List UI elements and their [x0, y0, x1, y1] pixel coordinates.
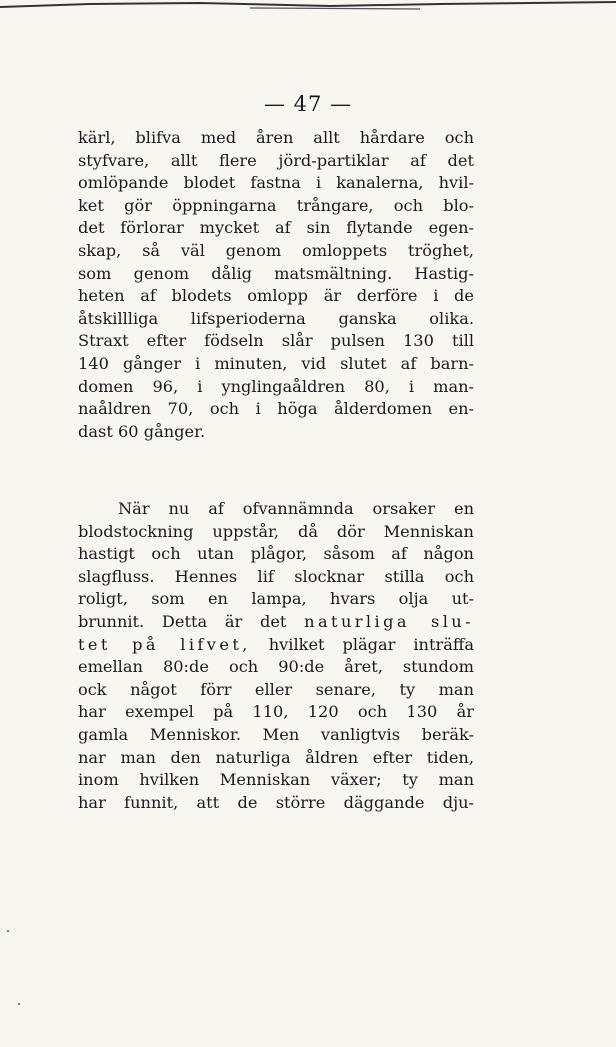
text-line: När nu af ofvannämnda orsaker en [118, 499, 474, 518]
text-line: åtskillliga lifsperioderna ganska olika. [78, 308, 474, 328]
paragraph-1 [78, 127, 474, 443]
text-line: dast 60 gånger. [78, 421, 206, 441]
spaced-emphasis-text: naturliga slu- [304, 611, 474, 631]
text-segment: hvilket plägar inträffa [268, 634, 475, 654]
text-line: naåldren 70, och i höga ålderdomen en- [78, 399, 474, 419]
text-line: Straxt efter födseln slår pulsen 130 till [78, 331, 474, 351]
text-line: kärl, blifva med åren allt hårdare och [78, 128, 474, 147]
spaced-emphasis-text: tet på lifvet, [78, 634, 251, 654]
paragraph-2 [78, 498, 474, 814]
page-number: — 47 — [263, 92, 353, 116]
text-line: som genom dålig matsmältning. Hastig- [78, 263, 474, 283]
text-line: heten af blodets omlopp är derföre i de [78, 286, 474, 306]
text-line: ket gör öppningarna trångare, och blo- [78, 195, 474, 215]
text-line: hastigt och utan plågor, såsom af någon [78, 544, 474, 564]
text-line: inom hvilken Menniskan växer; ty man [78, 770, 474, 790]
text-line: nar man den naturliga åldren efter tiden, [78, 747, 474, 767]
paper-speck [18, 1003, 20, 1005]
paper-speck [7, 930, 9, 932]
page-top-edge-rule [0, 0, 616, 14]
text-line: styfvare, allt flere jörd-partiklar af det [78, 150, 474, 170]
text-segment: brunnit. Detta är det [78, 611, 287, 631]
text-line: domen 96, i ynglingaåldren 80, i man- [78, 376, 474, 396]
text-line: har funnit, att de större däggande dju- [78, 792, 474, 812]
text-line: 140 gånger i minuten, vid slutet af barn- [78, 353, 474, 373]
text-line: roligt, som en lampa, hvars olja ut- [78, 589, 474, 609]
text-line [78, 611, 474, 634]
text-line: omlöpande blodet fastna i kanalerna, hvil- [78, 173, 474, 193]
text-line: slagfluss. Hennes lif slocknar stilla och [78, 566, 474, 586]
text-line: gamla Menniskor. Men vanligtvis beräk- [78, 724, 474, 744]
text-line: emellan 80:de och 90:de året, stundom [78, 657, 474, 677]
text-line: skap, så väl genom omloppets tröghet, [78, 240, 474, 260]
text-line: ock något förr eller senare, ty man [78, 679, 474, 699]
text-line [78, 634, 474, 657]
text-line: har exempel på 110, 120 och 130 år [78, 702, 474, 722]
text-line: blodstockning uppstår, då dör Menniskan [78, 521, 474, 541]
text-line: det förlorar mycket af sin flytande egen- [78, 218, 474, 238]
